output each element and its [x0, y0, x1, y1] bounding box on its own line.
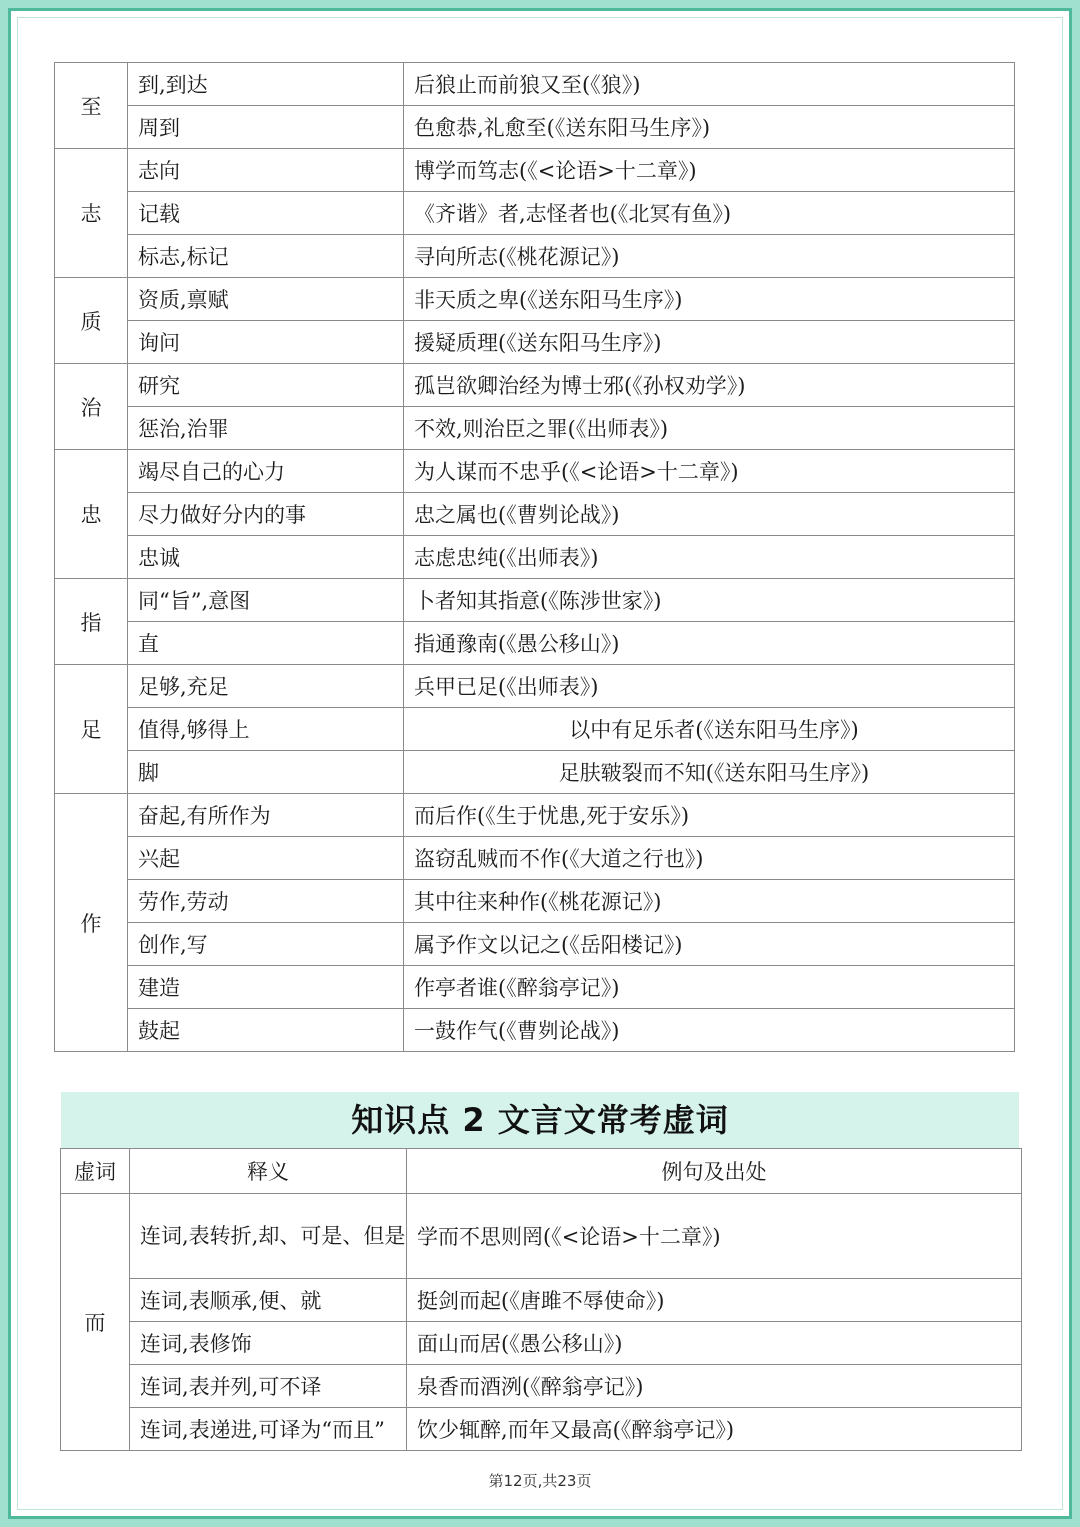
meaning-cell: 连词,表递进,可译为“而且”	[130, 1408, 407, 1451]
table-row	[55, 966, 1015, 1009]
meaning-cell: 标志,标记	[128, 235, 404, 278]
meaning-cell: 到,到达	[128, 63, 404, 106]
example-cell: 援疑质理(《送东阳马生序》)	[404, 321, 1015, 364]
headword: 忠	[55, 450, 128, 579]
example-cell: 泉香而酒洌(《醉翁亭记》)	[407, 1365, 1022, 1408]
example-cell: 足肤皲裂而不知(《送东阳马生序》)	[404, 751, 1015, 794]
meaning-cell: 创作,写	[128, 923, 404, 966]
example-cell: 孤岂欲卿治经为博士邪(《孙权劝学》)	[404, 364, 1015, 407]
table-row	[55, 235, 1015, 278]
example-cell: 兵甲已足(《出师表》)	[404, 665, 1015, 708]
example-cell: 卜者知其指意(《陈涉世家》)	[404, 579, 1015, 622]
example-cell: 以中有足乐者(《送东阳马生序》)	[404, 708, 1015, 751]
meaning-cell: 脚	[128, 751, 404, 794]
meaning-cell: 奋起,有所作为	[128, 794, 404, 837]
meaning-cell: 记载	[128, 192, 404, 235]
meaning-cell: 忠诚	[128, 536, 404, 579]
example-cell: 挺剑而起(《唐雎不辱使命》)	[407, 1279, 1022, 1322]
headword: 治	[55, 364, 128, 450]
table-row	[55, 278, 1015, 321]
example-cell: 指通豫南(《愚公移山》)	[404, 622, 1015, 665]
meaning-cell: 志向	[128, 149, 404, 192]
headword: 足	[55, 665, 128, 794]
meaning-cell: 同“旨”,意图	[128, 579, 404, 622]
column-header: 释义	[130, 1149, 407, 1194]
table-row	[55, 622, 1015, 665]
table-row	[61, 1365, 1022, 1408]
example-cell: 非天质之卑(《送东阳马生序》)	[404, 278, 1015, 321]
example-cell: 作亭者谁(《醉翁亭记》)	[404, 966, 1015, 1009]
meaning-cell: 劳作,劳动	[128, 880, 404, 923]
table-header-row	[61, 1149, 1022, 1194]
function-words-table	[60, 1148, 1022, 1451]
meaning-cell: 连词,表修饰	[130, 1322, 407, 1365]
meaning-cell: 连词,表并列,可不译	[130, 1365, 407, 1408]
meaning-cell: 鼓起	[128, 1009, 404, 1052]
table-row	[55, 579, 1015, 622]
meaning-cell: 惩治,治罪	[128, 407, 404, 450]
table-row	[55, 192, 1015, 235]
meaning-cell: 询问	[128, 321, 404, 364]
example-cell: 色愈恭,礼愈至(《送东阳马生序》)	[404, 106, 1015, 149]
meaning-cell: 值得,够得上	[128, 708, 404, 751]
meaning-cell: 足够,充足	[128, 665, 404, 708]
meaning-cell: 连词,表转折,却、可是、但是	[130, 1194, 407, 1279]
table-row	[55, 880, 1015, 923]
table-row	[55, 536, 1015, 579]
headword: 质	[55, 278, 128, 364]
section-title: 知识点 2 文言文常考虚词	[351, 1101, 729, 1139]
table-row	[55, 321, 1015, 364]
table-row	[55, 493, 1015, 536]
example-cell: 后狼止而前狼又至(《狼》)	[404, 63, 1015, 106]
table-row	[61, 1322, 1022, 1365]
table-row	[55, 708, 1015, 751]
example-cell: 饮少辄醉,而年又最高(《醉翁亭记》)	[407, 1408, 1022, 1451]
headword: 而	[61, 1194, 130, 1451]
meaning-cell: 竭尽自己的心力	[128, 450, 404, 493]
example-cell: 属予作文以记之(《岳阳楼记》)	[404, 923, 1015, 966]
example-cell: 盗窃乱贼而不作(《大道之行也》)	[404, 837, 1015, 880]
table-row	[55, 106, 1015, 149]
section-heading	[61, 1092, 1019, 1148]
table-row	[55, 1009, 1015, 1052]
headword: 指	[55, 579, 128, 665]
table-row	[61, 1408, 1022, 1451]
meaning-cell: 兴起	[128, 837, 404, 880]
table-row	[61, 1279, 1022, 1322]
example-cell: 学而不思则罔(《<论语>十二章》)	[407, 1194, 1022, 1279]
vocabulary-table	[54, 62, 1015, 1052]
table-row	[55, 837, 1015, 880]
table-row	[55, 63, 1015, 106]
meaning-cell: 周到	[128, 106, 404, 149]
example-cell: 寻向所志(《桃花源记》)	[404, 235, 1015, 278]
meaning-cell: 建造	[128, 966, 404, 1009]
example-cell: 博学而笃志(《<论语>十二章》)	[404, 149, 1015, 192]
example-cell: 而后作(《生于忧患,死于安乐》)	[404, 794, 1015, 837]
meaning-cell: 连词,表顺承,便、就	[130, 1279, 407, 1322]
page-number: 第12页,共23页	[488, 1472, 592, 1490]
meaning-cell: 尽力做好分内的事	[128, 493, 404, 536]
table-row	[55, 149, 1015, 192]
meaning-cell: 资质,禀赋	[128, 278, 404, 321]
table-row	[61, 1194, 1022, 1279]
headword: 志	[55, 149, 128, 278]
example-cell: 志虑忠纯(《出师表》)	[404, 536, 1015, 579]
meaning-cell: 直	[128, 622, 404, 665]
table-row	[55, 364, 1015, 407]
table-row	[55, 923, 1015, 966]
example-cell: 忠之属也(《曹刿论战》)	[404, 493, 1015, 536]
column-header: 虚词	[61, 1149, 130, 1194]
column-header: 例句及出处	[407, 1149, 1022, 1194]
example-cell: 其中往来种作(《桃花源记》)	[404, 880, 1015, 923]
example-cell: 为人谋而不忠乎(《<论语>十二章》)	[404, 450, 1015, 493]
headword: 至	[55, 63, 128, 149]
meaning-cell: 研究	[128, 364, 404, 407]
table-row	[55, 665, 1015, 708]
table-row	[55, 751, 1015, 794]
table-row	[55, 407, 1015, 450]
example-cell: 面山而居(《愚公移山》)	[407, 1322, 1022, 1365]
headword: 作	[55, 794, 128, 1052]
example-cell: 一鼓作气(《曹刿论战》)	[404, 1009, 1015, 1052]
example-cell: 不效,则治臣之罪(《出师表》)	[404, 407, 1015, 450]
table-row	[55, 450, 1015, 493]
example-cell: 《齐谐》者,志怪者也(《北冥有鱼》)	[404, 192, 1015, 235]
table-row	[55, 794, 1015, 837]
